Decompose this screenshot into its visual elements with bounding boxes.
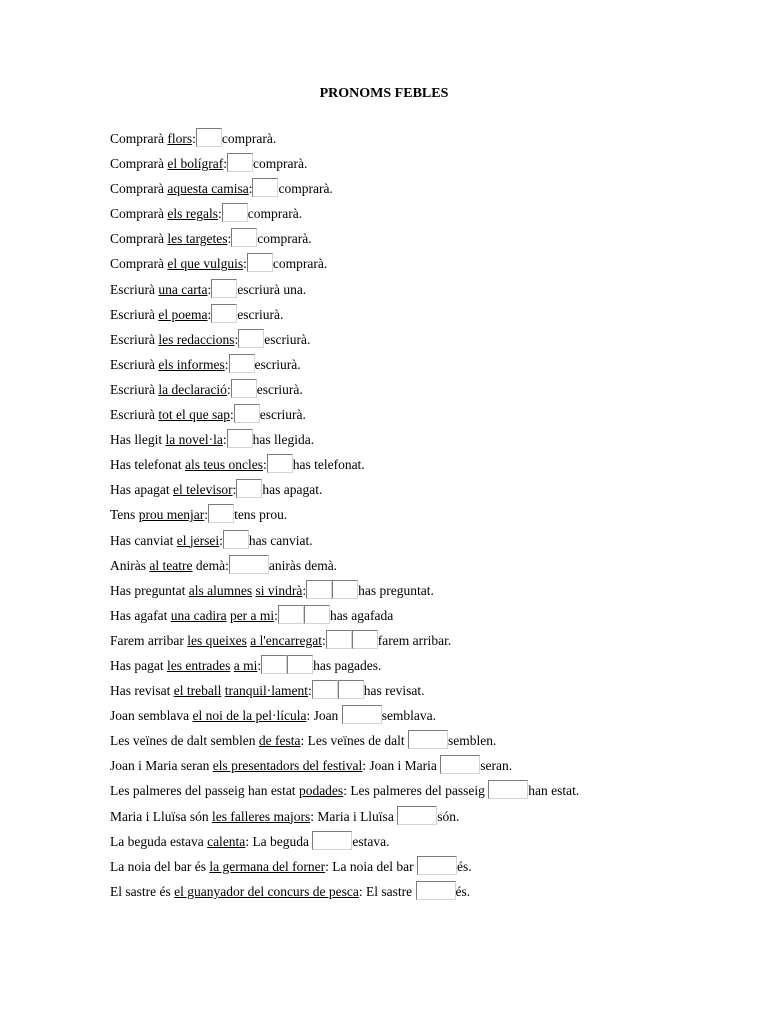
sentence-start: Escriurà [110, 356, 159, 372]
sentence-end: tens prou. [234, 507, 288, 523]
sentence-colon: : [227, 231, 232, 247]
underlined-complement: les falleres majors [211, 808, 311, 824]
underlined-complement: el que vulguis [167, 256, 244, 272]
sentence-end: aniràs demà. [268, 557, 338, 573]
answer-input-box[interactable] [312, 680, 338, 699]
sentence-start: Comprarà [110, 206, 168, 222]
sentence-start: Comprarà [110, 131, 168, 146]
sentence-start: Comprarà [110, 181, 168, 197]
underlined-complement-2: si vindrà [255, 582, 303, 598]
sentence-end: has revisat. [363, 683, 425, 699]
sentence-colon: : La noia del bar [325, 858, 417, 874]
answer-input-box[interactable] [304, 605, 330, 624]
answer-input-box[interactable] [229, 555, 269, 574]
sentence-colon: : Joan i Maria [362, 758, 441, 774]
underlined-complement: el noi de la pel·lícula [192, 708, 307, 724]
sentence-colon: : [229, 407, 234, 423]
sentence-start: El sastre és [110, 883, 175, 899]
sentence-start: Has llegit [110, 432, 166, 448]
sentence-start: Tens [110, 507, 139, 523]
sentence-end: escriurà. [237, 306, 284, 322]
sentence-colon: demà: [192, 557, 229, 573]
sentence-end: escriurà. [264, 331, 311, 347]
sentence-start: Has telefonat [110, 457, 185, 473]
sentence-colon: : [262, 457, 267, 473]
underlined-complement: una carta [158, 281, 208, 297]
answer-input-box[interactable] [267, 454, 293, 473]
exercise-line [110, 304, 750, 329]
answer-input-box[interactable] [332, 580, 358, 599]
sentence-end: has pagades. [313, 657, 382, 673]
underlined-complement: el televisor [172, 482, 233, 498]
answer-input-box[interactable] [408, 730, 448, 749]
underlined-complement: una cadira [170, 607, 227, 623]
sentence-start: Has agafat [110, 607, 171, 623]
sentence-start: Has apagat [110, 482, 173, 498]
exercise-line [110, 329, 750, 354]
underlined-complement: podades [298, 783, 344, 799]
sentence-colon: : [274, 607, 278, 623]
sentence-colon: : [226, 381, 231, 397]
sentence-end: estava. [352, 833, 390, 849]
sentence-colon: : [232, 482, 237, 498]
answer-input-box[interactable] [234, 404, 260, 423]
underlined-complement: la novel·la [165, 432, 223, 448]
exercise-line [110, 178, 750, 203]
sentence-end: semblava. [381, 708, 437, 724]
underlined-complement-2: tranquil·lament [224, 683, 308, 699]
sentence-end: semblen. [448, 733, 497, 749]
sentence-end: comprarà. [257, 231, 312, 247]
exercise-line [110, 228, 750, 253]
underlined-complement: calenta [207, 833, 246, 849]
sentence-colon: : Maria i Lluïsa [310, 808, 398, 824]
sentence-start: Maria i Lluïsa són [110, 808, 212, 824]
answer-input-box[interactable] [236, 479, 262, 498]
sentence-start: Has canviat [110, 532, 177, 548]
underlined-complement: la germana del forner [209, 858, 326, 874]
sentence-colon: : [257, 657, 262, 673]
underlined-complement: les queixes [187, 632, 247, 648]
sentence-colon: : Les palmeres del passeig [343, 783, 489, 799]
answer-input-box[interactable] [211, 279, 237, 298]
answer-input-box[interactable] [208, 504, 234, 523]
underlined-complement: els presentadors del festival [212, 758, 363, 774]
answer-input-box[interactable] [222, 203, 248, 222]
sentence-colon: : [243, 256, 247, 272]
answer-input-box[interactable] [229, 354, 255, 373]
sentence-end: has apagat. [262, 482, 323, 498]
sentence-colon: : La beguda [245, 833, 313, 849]
sentence-colon: : Joan [306, 708, 342, 724]
answer-input-box[interactable] [416, 881, 456, 900]
exercise-line [110, 856, 750, 881]
answer-input-box[interactable] [227, 153, 253, 172]
sentence-colon: : [248, 181, 253, 197]
underlined-complement: les redaccions [158, 331, 235, 347]
sentence-colon: : [207, 306, 212, 322]
exercise-line [110, 404, 750, 429]
sentence-colon: : Les veïnes de dalt [300, 733, 409, 749]
sentence-colon: : [207, 281, 212, 297]
exercise-line [110, 755, 750, 780]
exercise-line [110, 153, 750, 178]
sentence-end: escriurà. [254, 356, 301, 372]
exercise-line [110, 279, 750, 304]
sentence-end: has canviat. [248, 532, 313, 548]
exercise-line [110, 680, 750, 705]
exercise-line [110, 605, 750, 630]
answer-input-box[interactable] [342, 705, 382, 724]
sentence-start: Escriurà [110, 407, 159, 423]
sentence-start: Escriurà [110, 381, 159, 397]
exercise-line [110, 429, 750, 454]
exercise-line [110, 454, 750, 479]
underlined-complement: el guanyador del concurs de pesca [174, 883, 359, 899]
exercise-line [110, 580, 750, 605]
sentence-start: Joan semblava [110, 708, 193, 724]
sentence-end: escriurà. [259, 407, 306, 423]
sentence-start: Escriurà [110, 306, 159, 322]
exercise-line [110, 530, 750, 555]
underlined-complement: la declaració [158, 381, 227, 397]
sentence-start: Les veïnes de dalt semblen [110, 733, 259, 749]
sentence-start: Has revisat [110, 683, 174, 699]
answer-input-box[interactable] [326, 630, 352, 649]
sentence-colon: : El sastre [358, 883, 416, 899]
sentence-start: Joan i Maria seran [110, 758, 213, 774]
sentence-colon: : [223, 156, 227, 172]
exercise-line [110, 354, 750, 379]
sentence-colon: : [217, 206, 222, 222]
answer-input-box[interactable] [352, 630, 378, 649]
answer-input-box[interactable] [417, 856, 457, 875]
sentence-start: Escriurà [110, 281, 159, 297]
exercise-line [110, 806, 750, 831]
answer-input-box[interactable] [312, 831, 352, 850]
sentence-end: comprarà. [247, 206, 303, 222]
answer-input-box[interactable] [278, 605, 304, 624]
exercise-line [110, 630, 750, 655]
sentence-end: comprarà. [278, 181, 333, 197]
underlined-complement-2: a mi [233, 657, 258, 673]
answer-input-box[interactable] [238, 329, 264, 348]
sentence-end: són. [437, 808, 460, 824]
sentence-end: has telefonat. [292, 457, 365, 473]
exercise-line [110, 504, 750, 529]
exercise-line [110, 730, 750, 755]
sentence-end: has llegida. [252, 432, 315, 448]
sentence-colon: : [234, 331, 239, 347]
sentence-start: La beguda estava [110, 833, 208, 849]
sentence-colon: : [321, 632, 326, 648]
underlined-complement: les targetes [167, 231, 228, 247]
exercise-line [110, 128, 750, 153]
sentence-colon: : [302, 582, 307, 598]
sentence-colon: : [224, 356, 229, 372]
underlined-complement: el bolígraf [167, 156, 224, 172]
exercise-line [110, 203, 750, 228]
answer-input-box[interactable] [338, 680, 364, 699]
exercise-list [110, 128, 750, 906]
exercise-line [110, 555, 750, 580]
answer-input-box[interactable] [231, 228, 257, 247]
answer-input-box[interactable] [223, 530, 249, 549]
exercise-line [110, 379, 750, 404]
sentence-end: farem arribar. [377, 632, 452, 648]
underlined-complement: de festa [258, 733, 301, 749]
underlined-complement: els regals [167, 206, 218, 222]
answer-input-box[interactable] [196, 128, 222, 147]
underlined-complement-2: per a mi [229, 607, 275, 623]
exercise-line [110, 705, 750, 730]
sentence-colon: : [219, 532, 223, 548]
sentence-start: Comprarà [110, 231, 168, 247]
sentence-end: escriurà. [256, 381, 303, 397]
answer-input-box[interactable] [227, 429, 253, 448]
answer-input-box[interactable] [488, 780, 528, 799]
underlined-complement: aquesta camisa [167, 181, 249, 197]
answer-input-box[interactable] [287, 655, 313, 674]
underlined-complement: prou menjar [138, 507, 205, 523]
exercise-line [110, 881, 750, 906]
sentence-colon: : [204, 507, 209, 523]
answer-input-box[interactable] [440, 755, 480, 774]
sentence-end: és. [455, 883, 471, 899]
underlined-complement: flors [167, 131, 193, 146]
sentence-start: Has pagat [110, 657, 167, 673]
sentence-end: comprarà. [272, 256, 328, 272]
answer-input-box[interactable] [231, 379, 257, 398]
sentence-colon: : [192, 131, 196, 146]
answer-input-box[interactable] [252, 178, 278, 197]
sentence-end: han estat. [528, 783, 580, 799]
sentence-end: comprarà. [221, 131, 277, 146]
underlined-complement: tot el que sap [158, 407, 230, 423]
underlined-complement: les entrades [166, 657, 231, 673]
underlined-complement: els informes [158, 356, 225, 372]
sentence-end: has agafada [329, 607, 394, 623]
sentence-start: La noia del bar és [110, 858, 210, 874]
exercise-line [110, 253, 750, 278]
page-title: PRONOMS FEBLES [319, 86, 449, 101]
underlined-complement: el poema [158, 306, 208, 322]
sentence-end: escriurà una. [237, 281, 307, 297]
sentence-start: Les palmeres del passeig han estat [110, 783, 299, 799]
sentence-start: Comprarà [110, 156, 168, 172]
underlined-complement-2: a l'encarregat [250, 632, 322, 648]
exercise-line [110, 831, 750, 856]
sentence-end: comprarà. [252, 156, 308, 172]
exercise-line [110, 780, 750, 805]
underlined-complement: als alumnes [188, 582, 253, 598]
sentence-end: has preguntat. [358, 582, 434, 598]
sentence-start: Has preguntat [110, 582, 189, 598]
exercise-line [110, 655, 750, 680]
answer-input-box[interactable] [247, 253, 273, 272]
answer-input-box[interactable] [211, 304, 237, 323]
answer-input-box[interactable] [306, 580, 332, 599]
sentence-end: és. [457, 858, 472, 874]
sentence-colon: : [307, 683, 312, 699]
sentence-start: Escriurà [110, 331, 159, 347]
sentence-start: Farem arribar [110, 632, 188, 648]
underlined-complement: el treball [173, 683, 222, 699]
underlined-complement: el jersei [176, 532, 220, 548]
answer-input-box[interactable] [261, 655, 287, 674]
underlined-complement: als teus oncles [184, 457, 263, 473]
underlined-complement: al teatre [149, 557, 193, 573]
answer-input-box[interactable] [397, 806, 437, 825]
sentence-end: seran. [480, 758, 513, 774]
sentence-start: Aniràs [110, 557, 150, 573]
exercise-line [110, 479, 750, 504]
sentence-colon: : [222, 432, 227, 448]
sentence-start: Comprarà [110, 256, 168, 272]
